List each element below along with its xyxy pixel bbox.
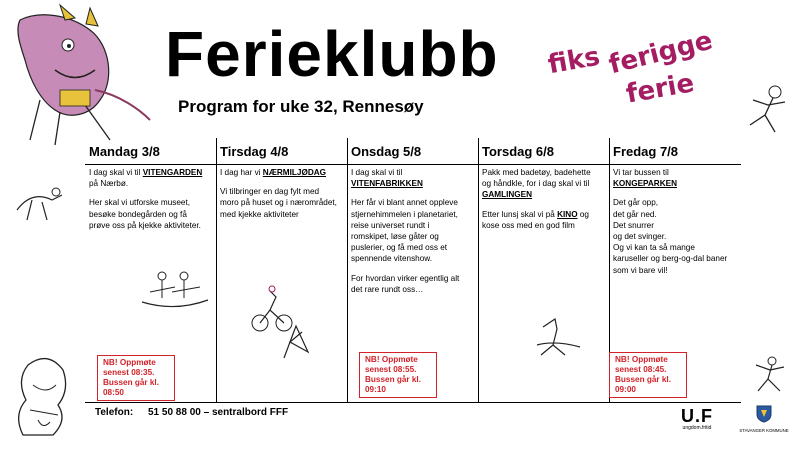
text-span: I dag skal vi til [351, 168, 403, 177]
day-paragraph [482, 167, 600, 201]
text-span: Vi tar bussen til [613, 168, 669, 177]
notice-monday: NB! Oppmøte senest 08:35. Bussen går kl. 08:50 [97, 355, 175, 401]
day-column-monday [85, 138, 211, 239]
logo-uf-mark: U.F [681, 406, 713, 426]
day-heading: Mandag 3/8 [89, 144, 160, 159]
poem-line: det går ned. [613, 209, 657, 219]
text-span: Etter lunsj skal vi på [482, 209, 558, 219]
day-column-thursday [478, 138, 604, 239]
poem-line: og det svinger. [613, 232, 667, 242]
day-paragraph: Vi tilbringer en dag fylt med moro på huset og i nærområdet, med kjekke aktiviteter [220, 187, 337, 219]
figure-left-illustration [12, 180, 67, 225]
day-paragraph: For hvordan virker egentlig alt det rare rundt oss… [351, 273, 460, 294]
destination-name: KONGEPARKEN [613, 179, 677, 189]
logo-sk-text: STAVANGER KOMMUNE [739, 428, 789, 433]
day-column-friday [609, 138, 735, 284]
creature-illustration [0, 0, 160, 150]
day-text [85, 164, 211, 231]
destination-name: VITENGARDEN [142, 168, 203, 177]
phone-label: Telefon: [95, 407, 134, 418]
phone-number: 51 50 88 00 – sentralbord FFF [148, 407, 289, 418]
day-heading: Tirsdag 4/8 [220, 144, 289, 159]
dancer-illustration [748, 355, 790, 395]
poem [613, 197, 731, 242]
page-title: Ferieklubb [165, 18, 499, 90]
fiks-ferigge-ferie-logo [545, 25, 728, 116]
day-heading: Fredag 7/8 [613, 144, 679, 159]
day-column-tuesday [216, 138, 342, 228]
day-text [609, 164, 735, 276]
notice-wednesday: NB! Oppmøte senest 08:55. Bussen går kl. 09:10 [359, 352, 437, 398]
day-paragraph [220, 167, 338, 178]
brand-word-3: ferie [623, 68, 697, 110]
day-paragraph: Her skal vi utforske museet, besøke bondegården og få prøve oss på kjekke aktiviteter. [89, 198, 201, 230]
destination-name: NÆRMILJØDAG [262, 168, 327, 177]
bottom-rule [85, 402, 741, 403]
brand-word-2: ferigge [605, 25, 716, 81]
day-paragraph: Her får vi blant annet oppleve stjernehimmelen i planetariet, reise universet rundt i romskipet, løse gåter og puslerier, og få med oss et spennende vitenshow. [351, 198, 458, 264]
text-span: og kose oss med en god film [482, 209, 589, 230]
day-paragraph [613, 167, 731, 189]
ungdom-fritid-logo [666, 407, 728, 432]
destination-name: KINO [557, 209, 578, 219]
poem-line: Det går opp, [613, 198, 659, 208]
day-column-wednesday [347, 138, 473, 303]
day-text [216, 164, 342, 220]
day-paragraph [351, 167, 469, 189]
notice-friday: NB! Oppmøte senest 08:45. Bussen går kl. 09:00 [609, 352, 687, 398]
coat-of-arms-icon [756, 405, 772, 423]
brand-word-1: fiks [545, 41, 603, 81]
text-span: Pakk med badetøy, badehette og håndkle, for i dag skal vi til [482, 168, 591, 189]
day-paragraph [89, 167, 207, 189]
day-text [478, 164, 604, 231]
text-span: I dag skal vi til [89, 168, 143, 177]
stavanger-kommune-logo [733, 405, 795, 434]
page-subtitle: Program for uke 32, Rennesøy [178, 97, 424, 116]
text-span: I dag har vi [220, 168, 263, 177]
day-paragraph: Og vi kan ta så mange karuseller og berg-og-dal baner som vi bare vil! [613, 243, 728, 275]
day-text [347, 164, 473, 295]
text-span: på Nærbø. [89, 179, 129, 189]
day-heading: Onsdag 5/8 [351, 144, 422, 159]
destination-name: GAMLINGEN [482, 190, 533, 200]
day-heading: Torsdag 6/8 [482, 144, 555, 159]
day-paragraph [482, 209, 600, 231]
poem-line: Det snurrer [613, 220, 654, 230]
old-woman-illustration [8, 350, 83, 440]
logo-uf-text: ungdom.fritid [682, 425, 712, 431]
runner-illustration [735, 80, 800, 140]
destination-name: VITENFABRIKKEN [351, 179, 423, 189]
